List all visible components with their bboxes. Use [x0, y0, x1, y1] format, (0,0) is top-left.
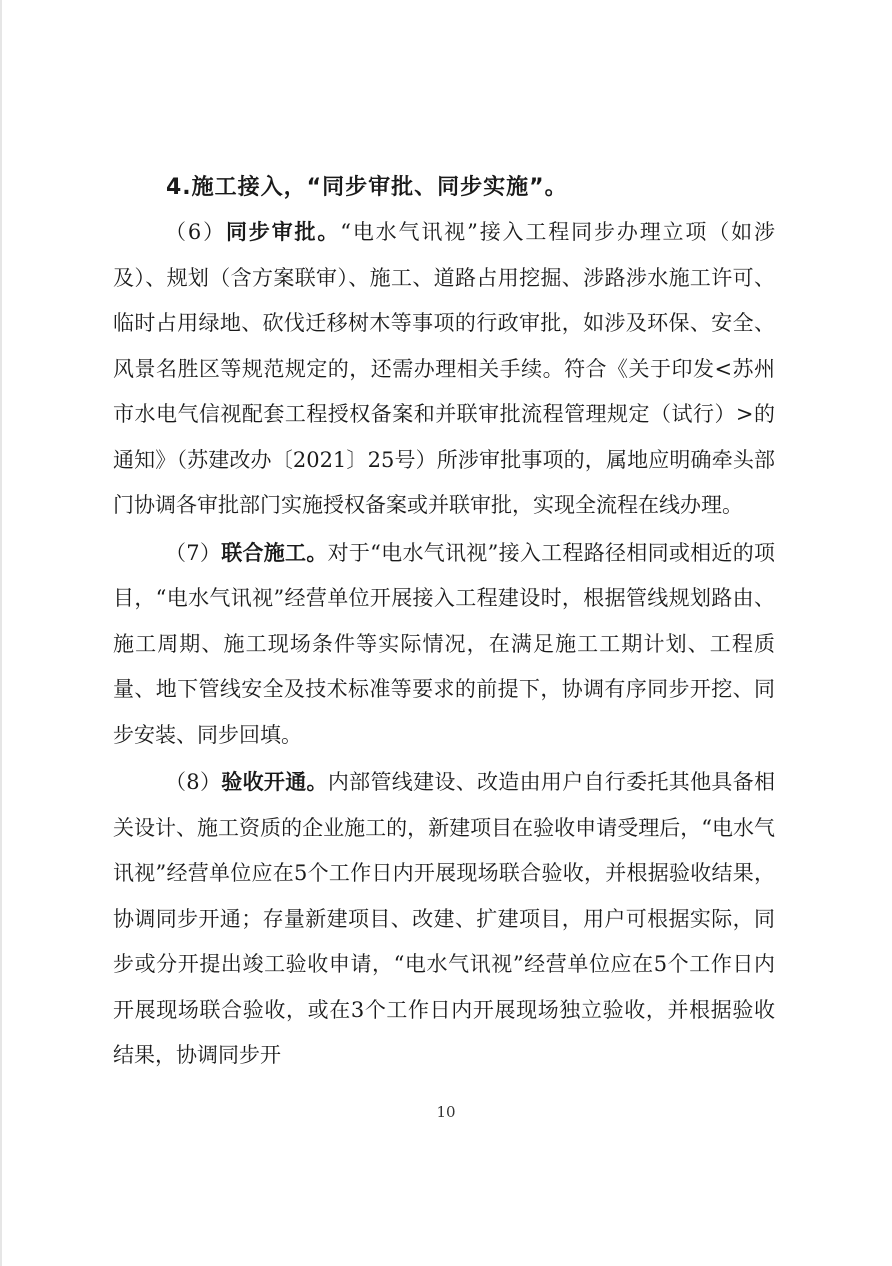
paragraph-6-number: （6） — [165, 220, 226, 244]
scan-edge-line — [0, 0, 2, 1266]
paragraph-6-lead: 同步审批。 — [225, 220, 341, 244]
paragraph-7-lead: 联合施工。 — [221, 540, 328, 565]
page-number: 10 — [436, 1103, 456, 1121]
paragraph-8-lead: 验收开通。 — [221, 770, 328, 794]
paragraph-6 — [113, 208, 775, 529]
paragraph-6-body: “电水气讯视”接入工程同步办理立项（如涉及）、规划（含方案联审）、施工、道路占用挖掘、涉路涉水施工许可、临时占用绿地、砍伐迁移树木等事项的行政审批，如涉及环保、安全、风景名胜区等规范规定的，还需办理相关手续。符合《关于印发<苏州市水电气信视配套工程授权备案和并联审批流程管理规定（试行）>的通知》（苏建改办〔2021〕25号）所涉审批事项的，属地应明确牵头部门协调各审批部门实施授权备案或并联审批，实现全流程在线办理。 — [113, 220, 775, 517]
paragraph-7-number: （7） — [165, 540, 222, 565]
page-content — [113, 168, 775, 1079]
paragraph-8-number: （8） — [165, 770, 222, 794]
section-heading: 4.施工接入，“同步审批、同步实施”。 — [166, 175, 568, 200]
paragraph-7 — [113, 529, 775, 759]
paragraph-8 — [113, 758, 775, 1079]
paragraph-8-body: 内部管线建设、改造由用户自行委托其他具备相关设计、施工资质的企业施工的，新建项目在验收申请受理后，“电水气讯视”经营单位应在5个工作日内开展现场联合验收，并根据验收结果，协调同步开通；存量新建项目、改建、扩建项目，用户可根据实际，同步或分开提出竣工验收申请，“电水气讯视”经营单位应在5个工作日内开展现场联合验收，或在3个工作日内开展现场独立验收，并根据验收结果，协调同步开 — [113, 770, 776, 1067]
paragraph-7-body: 对于“电水气讯视”接入工程路径相同或相近的项目，“电水气讯视”经营单位开展接入工程建设时，根据管线规划路由、施工周期、施工现场条件等实际情况，在满足施工工期计划、工程质量、地下管线安全及技术标准等要求的前提下，协调有序同步开挖、同步安装、同步回填。 — [113, 540, 775, 747]
